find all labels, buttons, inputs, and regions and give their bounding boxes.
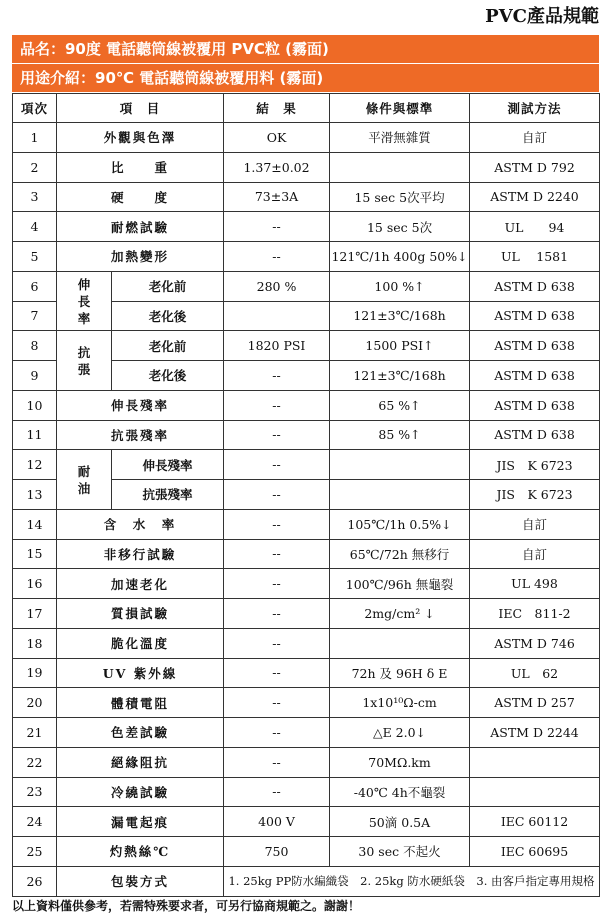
row-item: 加速老化 — [57, 569, 224, 599]
row-method: ASTM D 638 — [470, 390, 600, 420]
row-item: 冷繞試驗 — [57, 777, 224, 807]
row-subitem: 老化後 — [112, 361, 224, 391]
row-result: 1820 PSI — [224, 331, 330, 361]
table-row — [13, 866, 600, 896]
row-method: ASTM D 638 — [470, 331, 600, 361]
row-condition: 15 sec 5次平均 — [330, 182, 470, 212]
row-result: -- — [224, 212, 330, 242]
row-condition — [330, 480, 470, 510]
row-method: 自訂 — [470, 509, 600, 539]
table-row — [13, 182, 600, 212]
row-result: OK — [224, 123, 330, 153]
row-result: -- — [224, 420, 330, 450]
header-result: 結 果 — [224, 94, 330, 123]
row-condition: 105℃/1h 0.5%↓ — [330, 509, 470, 539]
row-condition: 100 %↑ — [330, 271, 470, 301]
row-number: 26 — [13, 866, 57, 896]
header-method: 測試方法 — [470, 94, 600, 123]
row-method: JIS K 6723 — [470, 450, 600, 480]
row-item: 體積電阻 — [57, 688, 224, 718]
group-label: 伸長率 — [57, 271, 112, 331]
row-number: 9 — [13, 361, 57, 391]
row-item: 硬 度 — [57, 182, 224, 212]
row-subitem: 抗張殘率 — [112, 480, 224, 510]
row-item: 含 水 率 — [57, 509, 224, 539]
row-condition: 121±3℃/168h — [330, 361, 470, 391]
row-result: 73±3A — [224, 182, 330, 212]
spec-table — [12, 93, 600, 897]
table-row — [13, 539, 600, 569]
packaging-options: 1. 25kg PP防水編織袋 2. 25kg 防水硬紙袋 3. 由客戶指定專用規格 — [224, 866, 600, 896]
row-subitem: 伸長殘率 — [112, 450, 224, 480]
table-row — [13, 123, 600, 153]
row-number: 8 — [13, 331, 57, 361]
row-result: 400 V — [224, 807, 330, 837]
table-row — [13, 718, 600, 748]
row-method — [470, 777, 600, 807]
row-result: -- — [224, 361, 330, 391]
table-row — [13, 747, 600, 777]
usage-banner: 用途介紹：90℃ 電話聽筒線被覆用料 (霧面) — [12, 64, 599, 92]
row-method: UL 62 — [470, 658, 600, 688]
table-row — [13, 509, 600, 539]
row-method: ASTM D 746 — [470, 628, 600, 658]
row-method: IEC 60695 — [470, 837, 600, 867]
row-method — [470, 747, 600, 777]
row-method: UL 1581 — [470, 242, 600, 272]
row-method: ASTM D 638 — [470, 420, 600, 450]
table-row — [13, 807, 600, 837]
header-condition: 條件與標準 — [330, 94, 470, 123]
row-result — [224, 301, 330, 331]
row-method: ASTM D 2240 — [470, 182, 600, 212]
table-row — [13, 837, 600, 867]
row-condition — [330, 152, 470, 182]
row-condition: 1x10¹⁰Ω-cm — [330, 688, 470, 718]
row-number: 15 — [13, 539, 57, 569]
row-result: -- — [224, 777, 330, 807]
row-number: 14 — [13, 509, 57, 539]
row-method: IEC 60112 — [470, 807, 600, 837]
row-method: ASTM D 638 — [470, 301, 600, 331]
row-result: -- — [224, 450, 330, 480]
row-condition: 50滴 0.5A — [330, 807, 470, 837]
row-method: ASTM D 792 — [470, 152, 600, 182]
table-row — [13, 242, 600, 272]
row-result: -- — [224, 480, 330, 510]
row-condition: 65℃/72h 無移行 — [330, 539, 470, 569]
row-number: 11 — [13, 420, 57, 450]
row-number: 2 — [13, 152, 57, 182]
row-item: 灼熱絲℃ — [57, 837, 224, 867]
row-number: 3 — [13, 182, 57, 212]
row-number: 25 — [13, 837, 57, 867]
row-method: ASTM D 638 — [470, 271, 600, 301]
table-row — [13, 331, 600, 361]
row-number: 4 — [13, 212, 57, 242]
row-method: ASTM D 257 — [470, 688, 600, 718]
row-result: -- — [224, 242, 330, 272]
row-condition: 121±3℃/168h — [330, 301, 470, 331]
row-method: ASTM D 638 — [470, 361, 600, 391]
row-condition: △E 2.0↓ — [330, 718, 470, 748]
row-item: 比 重 — [57, 152, 224, 182]
row-number: 13 — [13, 480, 57, 510]
group-label: 耐油 — [57, 450, 112, 510]
row-condition — [330, 450, 470, 480]
row-number: 5 — [13, 242, 57, 272]
row-method: 自訂 — [470, 539, 600, 569]
row-method: JIS K 6723 — [470, 480, 600, 510]
row-item: 抗張殘率 — [57, 420, 224, 450]
row-subitem: 老化前 — [112, 331, 224, 361]
row-method: UL 498 — [470, 569, 600, 599]
header-item: 項 目 — [57, 94, 224, 123]
row-item: UV 紫外線 — [57, 658, 224, 688]
row-number: 1 — [13, 123, 57, 153]
row-condition: 15 sec 5次 — [330, 212, 470, 242]
row-number: 21 — [13, 718, 57, 748]
row-condition: 平滑無雜質 — [330, 123, 470, 153]
header-no: 項次 — [13, 94, 57, 123]
row-item: 絕緣阻抗 — [57, 747, 224, 777]
table-row — [13, 450, 600, 480]
table-row — [13, 688, 600, 718]
row-number: 24 — [13, 807, 57, 837]
row-item: 色差試驗 — [57, 718, 224, 748]
row-condition: 30 sec 不起火 — [330, 837, 470, 867]
row-number: 20 — [13, 688, 57, 718]
row-result: -- — [224, 509, 330, 539]
row-item: 脆化溫度 — [57, 628, 224, 658]
table-row — [13, 420, 600, 450]
table-row — [13, 152, 600, 182]
row-result: -- — [224, 747, 330, 777]
row-result: -- — [224, 539, 330, 569]
row-result: 1.37±0.02 — [224, 152, 330, 182]
row-condition: 121℃/1h 400g 50%↓ — [330, 242, 470, 272]
row-number: 22 — [13, 747, 57, 777]
row-condition: 65 %↑ — [330, 390, 470, 420]
table-row — [13, 599, 600, 629]
table-row — [13, 628, 600, 658]
spec-table-body — [13, 123, 600, 897]
group-label: 抗張 — [57, 331, 112, 391]
row-result: -- — [224, 628, 330, 658]
row-result: -- — [224, 599, 330, 629]
row-number: 6 — [13, 271, 57, 301]
table-row — [13, 658, 600, 688]
row-condition: 1500 PSI↑ — [330, 331, 470, 361]
row-number: 10 — [13, 390, 57, 420]
row-result: -- — [224, 718, 330, 748]
row-subitem: 老化前 — [112, 271, 224, 301]
row-number: 18 — [13, 628, 57, 658]
row-subitem: 老化後 — [112, 301, 224, 331]
row-item: 質損試驗 — [57, 599, 224, 629]
row-result: -- — [224, 390, 330, 420]
row-number: 17 — [13, 599, 57, 629]
row-method: IEC 811-2 — [470, 599, 600, 629]
row-number: 23 — [13, 777, 57, 807]
table-row — [13, 271, 600, 301]
row-item: 伸長殘率 — [57, 390, 224, 420]
row-item: 非移行試驗 — [57, 539, 224, 569]
row-number: 16 — [13, 569, 57, 599]
row-result: 280 % — [224, 271, 330, 301]
footer-note: 以上資料僅供參考，若需特殊要求者，可另行協商規範之。謝謝！ — [12, 899, 361, 913]
row-result: 750 — [224, 837, 330, 867]
row-condition: 85 %↑ — [330, 420, 470, 450]
row-condition: -40℃ 4h不龜裂 — [330, 777, 470, 807]
row-item: 漏電起痕 — [57, 807, 224, 837]
row-item: 加熱變形 — [57, 242, 224, 272]
row-condition: 70MΩ.km — [330, 747, 470, 777]
row-condition: 72h 及 96H δ E — [330, 658, 470, 688]
row-number: 12 — [13, 450, 57, 480]
table-row — [13, 390, 600, 420]
row-number: 19 — [13, 658, 57, 688]
row-condition: 2mg/cm² ↓ — [330, 599, 470, 629]
page-title: PVC產品規範 — [485, 6, 599, 27]
row-item: 耐燃試驗 — [57, 212, 224, 242]
table-header-row — [13, 94, 600, 123]
table-row — [13, 569, 600, 599]
table-row — [13, 777, 600, 807]
row-method: 自訂 — [470, 123, 600, 153]
row-result: -- — [224, 688, 330, 718]
row-method: UL 94 — [470, 212, 600, 242]
row-result: -- — [224, 569, 330, 599]
row-number: 7 — [13, 301, 57, 331]
product-name-banner: 品名：90度 電話聽筒線被覆用 PVC粒 (霧面) — [12, 35, 599, 63]
row-result: -- — [224, 658, 330, 688]
row-condition: 100℃/96h 無龜裂 — [330, 569, 470, 599]
row-item: 包裝方式 — [57, 866, 224, 896]
row-method: ASTM D 2244 — [470, 718, 600, 748]
table-row — [13, 212, 600, 242]
row-item: 外觀與色澤 — [57, 123, 224, 153]
row-condition — [330, 628, 470, 658]
